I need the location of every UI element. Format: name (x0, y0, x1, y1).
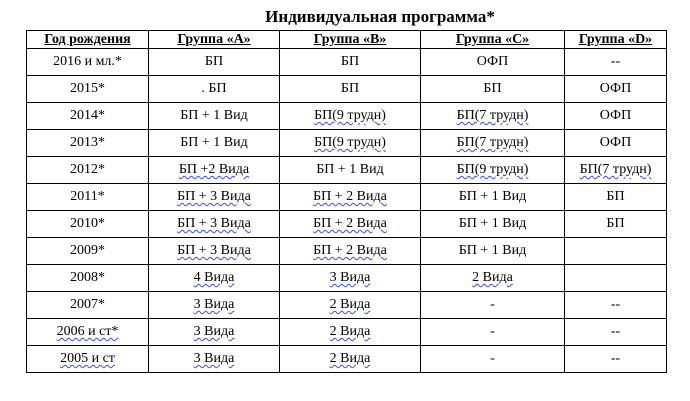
cell-group-c (421, 292, 565, 319)
cell-text: . БП (201, 81, 227, 96)
cell-text: БП(9 трудн) (314, 108, 386, 123)
cell-text: -- (610, 351, 621, 366)
cell-group-b (280, 76, 421, 103)
cell-group-c (421, 103, 565, 130)
cell-birth-year (27, 130, 149, 157)
table-row (27, 265, 667, 292)
cell-group-b (280, 103, 421, 130)
header-birth-year: Год рождения (27, 31, 149, 49)
document-title: Индивидуальная программа* (265, 7, 495, 26)
cell-group-b (280, 319, 421, 346)
cell-group-b (280, 346, 421, 373)
cell-text: БП (340, 54, 360, 69)
cell-group-c (421, 130, 565, 157)
cell-group-c (421, 49, 565, 76)
cell-text: - (490, 324, 495, 339)
cell-birth-year (27, 103, 149, 130)
cell-group-a (149, 292, 280, 319)
table-body (27, 49, 667, 373)
cell-group-d (565, 103, 667, 130)
cell-group-d (565, 292, 667, 319)
cell-birth-year (27, 157, 149, 184)
cell-group-a (149, 184, 280, 211)
cell-group-c (421, 265, 565, 292)
table-header (27, 31, 667, 49)
cell-group-b (280, 184, 421, 211)
cell-group-d (565, 49, 667, 76)
cell-text: ОФП (599, 108, 632, 123)
cell-text: 2009* (70, 243, 105, 258)
cell-text: 2 Вида (472, 270, 513, 285)
table-row (27, 211, 667, 238)
header-group-c: Группа «C» (421, 31, 565, 49)
cell-text: БП (606, 216, 625, 231)
cell-text: 2006 и ст* (56, 324, 119, 339)
cell-group-c (421, 346, 565, 373)
cell-text: БП + 1 Вид (180, 108, 248, 123)
cell-group-a (149, 49, 280, 76)
table-row (27, 76, 667, 103)
cell-group-d (565, 130, 667, 157)
cell-birth-year (27, 292, 149, 319)
table-row (27, 130, 667, 157)
cell-text: 2007* (70, 297, 105, 312)
cell-text: 2010* (70, 216, 105, 231)
cell-group-c (421, 184, 565, 211)
cell-group-d (565, 265, 667, 292)
cell-birth-year (27, 211, 149, 238)
cell-text: БП + 1 Вид (180, 135, 248, 150)
cell-group-b (280, 238, 421, 265)
cell-group-b (280, 157, 421, 184)
header-group-b: Группа «B» (280, 31, 421, 49)
cell-text: 2 Вида (329, 324, 371, 339)
cell-group-a (149, 319, 280, 346)
cell-group-c (421, 157, 565, 184)
cell-text: -- (610, 54, 621, 69)
cell-text: БП + 2 Вида (313, 243, 387, 258)
cell-group-a (149, 76, 280, 103)
cell-text: 2013* (70, 135, 105, 150)
cell-text: 2 Вида (329, 351, 371, 366)
cell-group-a (149, 265, 280, 292)
cell-text: БП(7 трудн) (456, 135, 529, 150)
cell-text: -- (610, 324, 621, 339)
cell-group-c (421, 211, 565, 238)
cell-group-d (565, 157, 667, 184)
cell-text: 2012* (70, 162, 105, 177)
cell-group-b (280, 130, 421, 157)
cell-text: БП +2 Вида (178, 162, 250, 177)
cell-text: 3 Вида (193, 351, 235, 366)
cell-group-a (149, 130, 280, 157)
cell-group-b (280, 49, 421, 76)
cell-text: БП + 1 Вид (316, 162, 384, 177)
cell-group-c (421, 319, 565, 346)
table-row (27, 346, 667, 373)
cell-birth-year (27, 238, 149, 265)
cell-text: ОФП (599, 81, 632, 96)
cell-text: 2008* (70, 270, 105, 285)
table-row (27, 103, 667, 130)
cell-text: 3 Вида (193, 324, 235, 339)
cell-text: -- (610, 297, 621, 312)
cell-birth-year (27, 319, 149, 346)
cell-group-c (421, 76, 565, 103)
cell-birth-year (27, 265, 149, 292)
cell-text: 2005 и ст (60, 351, 115, 366)
cell-text: БП + 1 Вид (458, 189, 527, 204)
cell-text: БП + 2 Вида (313, 189, 387, 204)
cell-birth-year (27, 184, 149, 211)
cell-text: 3 Вида (193, 297, 235, 312)
cell-group-b (280, 265, 421, 292)
cell-text: 2014* (70, 108, 105, 123)
cell-birth-year (27, 49, 149, 76)
table-row (27, 49, 667, 76)
cell-text: БП (204, 54, 224, 69)
cell-text: БП + 3 Вида (177, 243, 251, 258)
cell-group-a (149, 211, 280, 238)
cell-text: БП + 2 Вида (313, 216, 387, 231)
cell-text: БП (606, 189, 625, 204)
cell-group-b (280, 211, 421, 238)
cell-text: БП + 3 Вида (177, 216, 251, 231)
cell-text: БП (483, 81, 502, 96)
cell-text: 2011* (70, 189, 105, 204)
cell-text: БП + 1 Вид (458, 216, 527, 231)
cell-group-d (565, 346, 667, 373)
cell-birth-year (27, 76, 149, 103)
cell-text: ОФП (476, 54, 509, 69)
cell-text: - (490, 297, 495, 312)
header-group-a: Группа «A» (149, 31, 280, 49)
cell-text: БП(7 трудн) (579, 162, 652, 177)
cell-text: ОФП (599, 135, 632, 150)
cell-group-a (149, 238, 280, 265)
cell-text: БП(9 трудн) (456, 162, 529, 177)
cell-text: 3 Вида (329, 270, 371, 285)
cell-text: БП + 3 Вида (177, 189, 251, 204)
cell-text: 4 Вида (193, 270, 235, 285)
cell-text: БП (340, 81, 360, 96)
cell-text: 2 Вида (329, 297, 371, 312)
table-row (27, 184, 667, 211)
table-row (27, 319, 667, 346)
cell-text: БП + 1 Вид (458, 243, 527, 258)
cell-group-c (421, 238, 565, 265)
cell-group-a (149, 346, 280, 373)
cell-group-d (565, 211, 667, 238)
cell-text: БП(7 трудн) (456, 108, 529, 123)
cell-group-b (280, 292, 421, 319)
table-row (27, 157, 667, 184)
table-row (27, 292, 667, 319)
header-group-d: Группа «D» (565, 31, 667, 49)
cell-text: 2016 и мл.* (53, 54, 122, 69)
cell-group-d (565, 319, 667, 346)
cell-text: - (490, 351, 495, 366)
program-table (26, 30, 667, 373)
cell-group-a (149, 157, 280, 184)
cell-birth-year (27, 346, 149, 373)
cell-group-a (149, 103, 280, 130)
cell-text: 2015* (70, 81, 105, 96)
cell-group-d (565, 184, 667, 211)
cell-group-d (565, 238, 667, 265)
cell-group-d (565, 76, 667, 103)
table-row (27, 238, 667, 265)
header-row (27, 31, 667, 49)
cell-text: БП(9 трудн) (314, 135, 386, 150)
